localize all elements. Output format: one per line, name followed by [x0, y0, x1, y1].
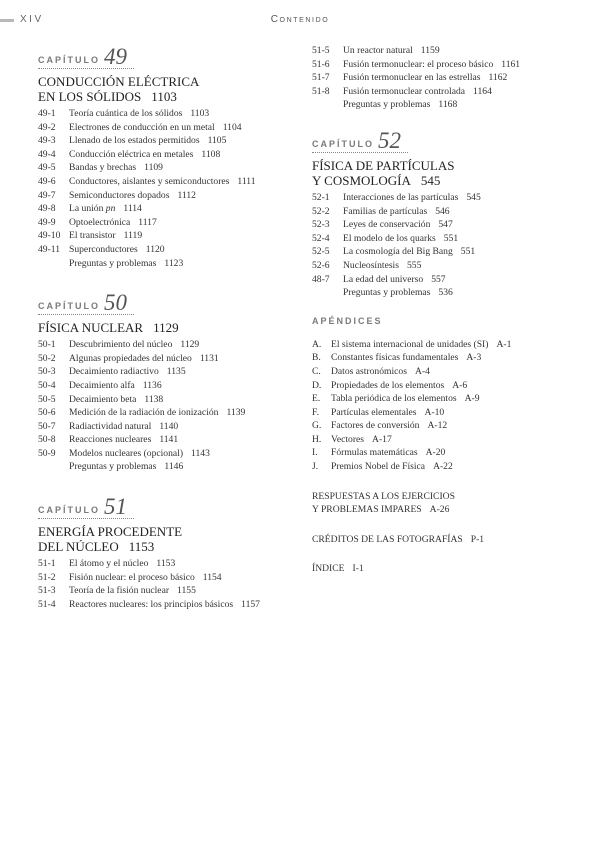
- problems-page: 536: [438, 287, 453, 299]
- section-number: 49-11: [38, 243, 61, 255]
- section-page: 1159: [420, 45, 440, 56]
- section-title: Bandas y brechas: [69, 162, 137, 174]
- appendix-page: A-12: [427, 420, 448, 432]
- section-entry[interactable]: [38, 379, 293, 393]
- chapter-heading: [38, 44, 293, 68]
- section-entry[interactable]: [38, 406, 293, 420]
- chapter-title-text: Y COSMOLOGÍA: [312, 172, 411, 188]
- chapter-title-page: 1129: [153, 320, 179, 336]
- appendix-letter: C.: [312, 365, 321, 377]
- section-page: 1119: [123, 230, 143, 242]
- section-title: Fisión nuclear: el proceso básico: [69, 571, 195, 583]
- section-title: Llenado de los estados permitidos: [69, 135, 200, 147]
- section-title: El transistor: [69, 230, 116, 242]
- back-matter-page: P-1: [470, 533, 485, 545]
- section-title: Medición de la radiación de ionización: [69, 407, 219, 419]
- section-entry[interactable]: [38, 571, 293, 585]
- section-page: 1108: [201, 148, 221, 160]
- section-title: El átomo y el núcleo: [69, 558, 149, 570]
- problems-title: Preguntas y problemas: [69, 461, 157, 473]
- section-title: Un reactor natural: [343, 45, 413, 56]
- appendix-entry[interactable]: [312, 406, 582, 420]
- section-title: Teoría de la fisión nuclear: [69, 585, 170, 597]
- section-entry[interactable]: [38, 216, 293, 230]
- section-entry[interactable]: [38, 134, 293, 148]
- problems-entry[interactable]: [312, 286, 582, 300]
- section-number: 49-10: [38, 230, 61, 242]
- problems-page: 1146: [164, 461, 184, 473]
- section-page: 1141: [159, 434, 179, 446]
- appendix-title: Tabla periódica de los elementos: [331, 393, 457, 405]
- section-page: 1140: [159, 420, 179, 432]
- section-page: 1136: [142, 379, 162, 391]
- section-entry[interactable]: [38, 161, 293, 175]
- appendix-page: A-3: [466, 352, 482, 364]
- section-entry[interactable]: [38, 338, 293, 352]
- pn-italic: pn: [105, 203, 116, 215]
- appendix-entry[interactable]: [312, 351, 582, 365]
- section-page: 555: [406, 259, 422, 271]
- section-title: Superconductores: [69, 243, 138, 255]
- back-matter-text: CRÉDITOS DE LAS FOTOGRAFÍAS: [312, 533, 463, 545]
- section-title: Electrones de conducción en un metal: [69, 121, 215, 133]
- problems-entry[interactable]: [38, 257, 293, 271]
- section-page: 1109: [144, 162, 163, 174]
- chapter-49: [38, 44, 293, 270]
- appendix-entry[interactable]: [312, 419, 582, 433]
- section-title: Reactores nucleares: los principios básicos: [69, 598, 234, 610]
- appendix-entry[interactable]: [312, 460, 582, 474]
- spacer: [38, 270, 293, 290]
- spacer: [312, 300, 582, 316]
- chapter-label: CAPÍTULO: [38, 55, 100, 65]
- section-page: 1112: [177, 189, 196, 201]
- appendix-letter: F.: [312, 406, 319, 418]
- section-number: 49-6: [38, 175, 56, 187]
- section-number: 50-4: [38, 379, 56, 391]
- chapter-number: 50: [104, 290, 127, 316]
- section-entry[interactable]: [38, 598, 293, 612]
- chapter-title-line: [38, 74, 293, 89]
- section-entry[interactable]: [38, 447, 293, 461]
- chapter-heading: [312, 128, 582, 152]
- chapter-50: [38, 290, 293, 474]
- chapter-rule: [38, 518, 134, 519]
- section-page: 1143: [191, 447, 210, 459]
- chapter-52: [312, 128, 582, 300]
- section-title: Descubrimiento del núcleo: [69, 339, 173, 351]
- chapter-title-text: CONDUCCIÓN ELÉCTRICA: [38, 74, 200, 89]
- section-number: 51-6: [312, 58, 330, 70]
- section-title: Algunas propiedades del núcleo: [69, 352, 192, 364]
- section-page: 1153: [156, 558, 176, 570]
- section-number: 49-2: [38, 121, 56, 133]
- section-page: 1114: [123, 203, 142, 215]
- back-matter-text: RESPUESTAS A LOS EJERCICIOS: [312, 490, 455, 502]
- appendix-entry[interactable]: [312, 379, 582, 393]
- section-title: Interacciones de las partículas: [343, 191, 459, 203]
- appendix-page: A-20: [425, 447, 446, 459]
- chapter-title-line: [38, 320, 293, 335]
- right-column: [312, 44, 582, 576]
- chapter-heading: [38, 290, 293, 314]
- section-title: El modelo de los quarks: [343, 232, 436, 244]
- appendix-entry[interactable]: [312, 446, 582, 460]
- appendix-title: Vectores: [331, 433, 365, 445]
- appendix-page: A-17: [372, 433, 392, 445]
- appendices: [312, 316, 582, 474]
- section-number: 51-8: [312, 85, 330, 97]
- section-entry[interactable]: [312, 218, 582, 232]
- chapter-rule: [312, 152, 408, 153]
- section-number: 52-5: [312, 246, 330, 258]
- section-entry[interactable]: [38, 433, 293, 447]
- appendix-title: Propiedades de los elementos: [331, 379, 445, 391]
- back-matter-line: [312, 533, 582, 547]
- chapter-title: [38, 320, 293, 335]
- section-title: Decaimiento beta: [69, 393, 137, 405]
- section-number: 52-6: [312, 259, 330, 271]
- section-number: 49-7: [38, 189, 56, 201]
- section-number: 49-3: [38, 135, 56, 147]
- section-number: 49-5: [38, 162, 56, 174]
- spacer: [312, 112, 582, 128]
- section-number: 50-9: [38, 447, 56, 459]
- chapter-title-line: [38, 539, 293, 554]
- section-page: 1131: [199, 352, 219, 364]
- section-number: 52-2: [312, 205, 330, 217]
- section-title: Decaimiento alfa: [69, 379, 135, 391]
- chapter-title-line: [312, 158, 582, 173]
- appendix-entry[interactable]: [312, 392, 582, 406]
- problems-page: 1123: [164, 257, 184, 269]
- appendix-title: Constantes físicas fundamentales: [331, 352, 459, 364]
- section-page: 1155: [177, 585, 196, 597]
- section-entry[interactable]: [38, 393, 293, 407]
- chapter-title: [38, 74, 293, 104]
- section-page: 1139: [226, 407, 246, 419]
- appendix-letter: D.: [312, 379, 322, 391]
- appendix-entry[interactable]: [312, 338, 582, 352]
- appendix-title: Factores de conversión: [331, 420, 420, 432]
- appendix-title: Datos astronómicos: [331, 365, 407, 377]
- appendices-heading: APÉNDICES: [312, 315, 383, 326]
- appendix-letter: H.: [312, 433, 322, 445]
- section-page: 1111: [237, 175, 256, 187]
- back-matter-page: I-1: [352, 563, 364, 575]
- section-title: La unión pn: [69, 203, 116, 215]
- spacer: [312, 474, 582, 490]
- section-entry[interactable]: [38, 557, 293, 571]
- left-column: [38, 44, 293, 611]
- appendix-letter: G.: [312, 420, 322, 432]
- spacer: [38, 474, 293, 494]
- section-number: 50-1: [38, 339, 56, 351]
- section-entry[interactable]: [38, 365, 293, 379]
- appendix-page: A-22: [433, 461, 453, 473]
- section-entry[interactable]: [38, 229, 293, 243]
- section-number: 50-6: [38, 407, 56, 419]
- back-matter-entry[interactable]: [312, 490, 582, 517]
- appendix-letter: B.: [312, 352, 321, 364]
- chapter-title-text: ENERGÍA PROCEDENTE: [38, 524, 183, 540]
- section-title: Reacciones nucleares: [69, 434, 152, 446]
- section-number: 52-3: [312, 219, 330, 231]
- chapter-label: CAPÍTULO: [38, 505, 100, 516]
- chapter-title-page: 1103: [151, 89, 177, 104]
- section-page: 1162: [488, 72, 508, 84]
- appendix-page: A-6: [452, 379, 468, 391]
- chapter-label: CAPÍTULO: [312, 138, 374, 149]
- section-page: 547: [438, 219, 453, 231]
- section-entry[interactable]: [38, 148, 293, 162]
- appendix-letter: E.: [312, 393, 321, 405]
- appendix-title: El sistema internacional de unidades (SI): [331, 338, 489, 350]
- section-title: Nucleosíntesis: [343, 259, 399, 271]
- section-number: 49-8: [38, 203, 56, 215]
- section-entry[interactable]: [312, 85, 582, 99]
- chapter-heading: [38, 494, 293, 518]
- problems-page: 1168: [438, 99, 458, 111]
- problems-title: Preguntas y problemas: [343, 99, 431, 111]
- section-entry[interactable]: [312, 71, 582, 85]
- section-title: Radiactividad natural: [69, 420, 152, 432]
- appendix-page: A-1: [496, 338, 512, 350]
- section-number: 50-8: [38, 434, 56, 446]
- section-number: 49-1: [38, 108, 56, 119]
- section-title: Fusión termonuclear controlada: [343, 85, 466, 97]
- section-page: 1161: [501, 58, 521, 70]
- chapter-label: CAPÍTULO: [38, 301, 100, 312]
- section-entry[interactable]: [38, 352, 293, 366]
- chapter-title-page: 1153: [128, 539, 155, 555]
- chapter-title-text: EN LOS SÓLIDOS: [38, 89, 142, 104]
- section-page: 551: [460, 246, 476, 258]
- section-title: Fusión termonuclear: el proceso básico: [343, 58, 494, 70]
- section-entry[interactable]: [38, 175, 293, 189]
- section-number: 51-1: [38, 558, 56, 570]
- section-entry[interactable]: [38, 420, 293, 434]
- section-entry[interactable]: [312, 58, 582, 72]
- section-title: Modelos nucleares (opcional): [69, 447, 184, 459]
- back-matter-line: [312, 503, 582, 517]
- section-title: Optoelectrónica: [69, 216, 131, 228]
- section-page: 1138: [144, 393, 164, 405]
- section-page: 1120: [145, 243, 165, 255]
- section-page: 1154: [202, 571, 222, 583]
- section-number: 50-3: [38, 366, 56, 378]
- section-number: 49-4: [38, 148, 56, 160]
- section-title: Leyes de conservación: [343, 219, 431, 231]
- section-entry[interactable]: [312, 259, 582, 273]
- section-number: 50-2: [38, 352, 56, 364]
- chapter-51: [38, 494, 293, 611]
- appendix-title: Premios Nobel de Física: [331, 461, 426, 473]
- back-matter-page: A-26: [429, 504, 450, 516]
- chapter-title-text: FÍSICA NUCLEAR: [38, 320, 144, 336]
- section-number: 51-3: [38, 585, 56, 597]
- section-entry[interactable]: [38, 121, 293, 135]
- section-title: Semiconductores dopados: [69, 189, 170, 201]
- section-entry[interactable]: [312, 44, 582, 58]
- section-number: 48-7: [312, 273, 330, 285]
- section-page: 546: [435, 205, 450, 217]
- section-page: 557: [431, 273, 446, 285]
- appendix-entry[interactable]: [312, 433, 582, 447]
- section-number: 52-4: [312, 232, 330, 244]
- running-title: Contenido: [270, 14, 330, 25]
- section-number: 50-5: [38, 393, 56, 405]
- problems-entry[interactable]: [312, 98, 582, 112]
- section-title: Decaimiento radiactivo: [69, 366, 159, 378]
- chapter-number: 51: [104, 494, 127, 520]
- section-page: 1103: [190, 108, 210, 119]
- section-title: Conducción eléctrica en metales: [69, 148, 194, 160]
- section-page: 1157: [241, 598, 260, 610]
- chapter-number: 52: [378, 127, 401, 153]
- section-number: 51-7: [312, 72, 330, 84]
- section-number: 51-5: [312, 45, 330, 56]
- section-list: [38, 107, 293, 270]
- appendix-title: Partículas elementales: [331, 406, 417, 418]
- appendix-letter: I.: [312, 447, 318, 459]
- section-page: 545: [466, 191, 481, 203]
- section-page: 1105: [207, 135, 227, 147]
- appendix-letter: J.: [312, 461, 319, 473]
- section-number: 51-4: [38, 598, 56, 610]
- spacer: [312, 517, 582, 533]
- appendix-entry[interactable]: [312, 365, 582, 379]
- chapter-title-line: [312, 173, 582, 188]
- back-matter-entry[interactable]: [312, 562, 582, 576]
- back-matter-text: Y PROBLEMAS IMPARES: [312, 504, 422, 516]
- appendix-list: [312, 338, 582, 474]
- section-number: 52-1: [312, 191, 330, 203]
- appendix-page: A-9: [464, 393, 480, 405]
- section-entry[interactable]: [312, 232, 582, 246]
- section-page: 1129: [180, 339, 200, 351]
- section-entry[interactable]: [312, 191, 582, 205]
- problems-title: Preguntas y problemas: [69, 257, 157, 269]
- chapter-number: 49: [104, 44, 127, 69]
- section-entry[interactable]: [312, 205, 582, 219]
- section-entry[interactable]: [38, 584, 293, 598]
- section-entry[interactable]: [312, 245, 582, 259]
- appendix-page: A-10: [424, 406, 445, 418]
- section-title: Fusión termonuclear en las estrellas: [343, 72, 481, 84]
- section-title: Teoría cuántica de los sólidos: [69, 108, 183, 119]
- section-title: Familias de partículas: [343, 205, 428, 217]
- section-entry[interactable]: [38, 243, 293, 257]
- chapter-title-line: [38, 89, 293, 104]
- chapter-title-text: DEL NÚCLEO: [38, 539, 119, 555]
- problems-entry[interactable]: [38, 460, 293, 474]
- appendix-page: A-4: [414, 365, 430, 377]
- appendix-title: Fórmulas matemáticas: [331, 447, 418, 459]
- chapter-title: [38, 524, 293, 554]
- section-list: [38, 557, 293, 611]
- section-entry[interactable]: [38, 189, 293, 203]
- section-entry[interactable]: [38, 107, 293, 121]
- spacer: [312, 546, 582, 562]
- back-matter-text: ÍNDICE: [312, 563, 345, 575]
- section-title: La cosmología del Big Bang: [343, 246, 453, 258]
- chapter-title-line: [38, 524, 293, 539]
- chapter-title: [312, 158, 582, 188]
- back-matter-line: [312, 562, 582, 576]
- page-number: XIV: [20, 14, 44, 25]
- section-number: 50-7: [38, 420, 56, 432]
- section-entry[interactable]: [312, 273, 582, 287]
- section-page: 551: [443, 232, 459, 244]
- section-page: 1104: [222, 121, 242, 133]
- chapter-rule: [38, 314, 134, 315]
- section-entry[interactable]: [38, 202, 293, 216]
- section-number: 51-2: [38, 571, 56, 583]
- appendix-letter: A.: [312, 338, 322, 350]
- section-page: 1135: [166, 366, 186, 378]
- chapter-title-text: FÍSICA DE PARTÍCULAS: [312, 157, 455, 173]
- section-number: 49-9: [38, 216, 56, 228]
- chapter-51-continued: [312, 44, 582, 112]
- section-list: [312, 44, 582, 112]
- section-list: [312, 191, 582, 300]
- section-page: 1164: [473, 85, 492, 97]
- back-matter-entry[interactable]: [312, 533, 582, 547]
- chapter-rule: [38, 68, 134, 69]
- chapter-title-page: 545: [420, 172, 441, 188]
- section-list: [38, 338, 293, 474]
- section-title: Conductores, aislantes y semiconductores: [69, 175, 230, 187]
- section-page: 1117: [138, 216, 157, 228]
- back-matter-line: [312, 490, 582, 504]
- section-title: La edad del universo: [343, 273, 424, 285]
- problems-title: Preguntas y problemas: [343, 287, 431, 299]
